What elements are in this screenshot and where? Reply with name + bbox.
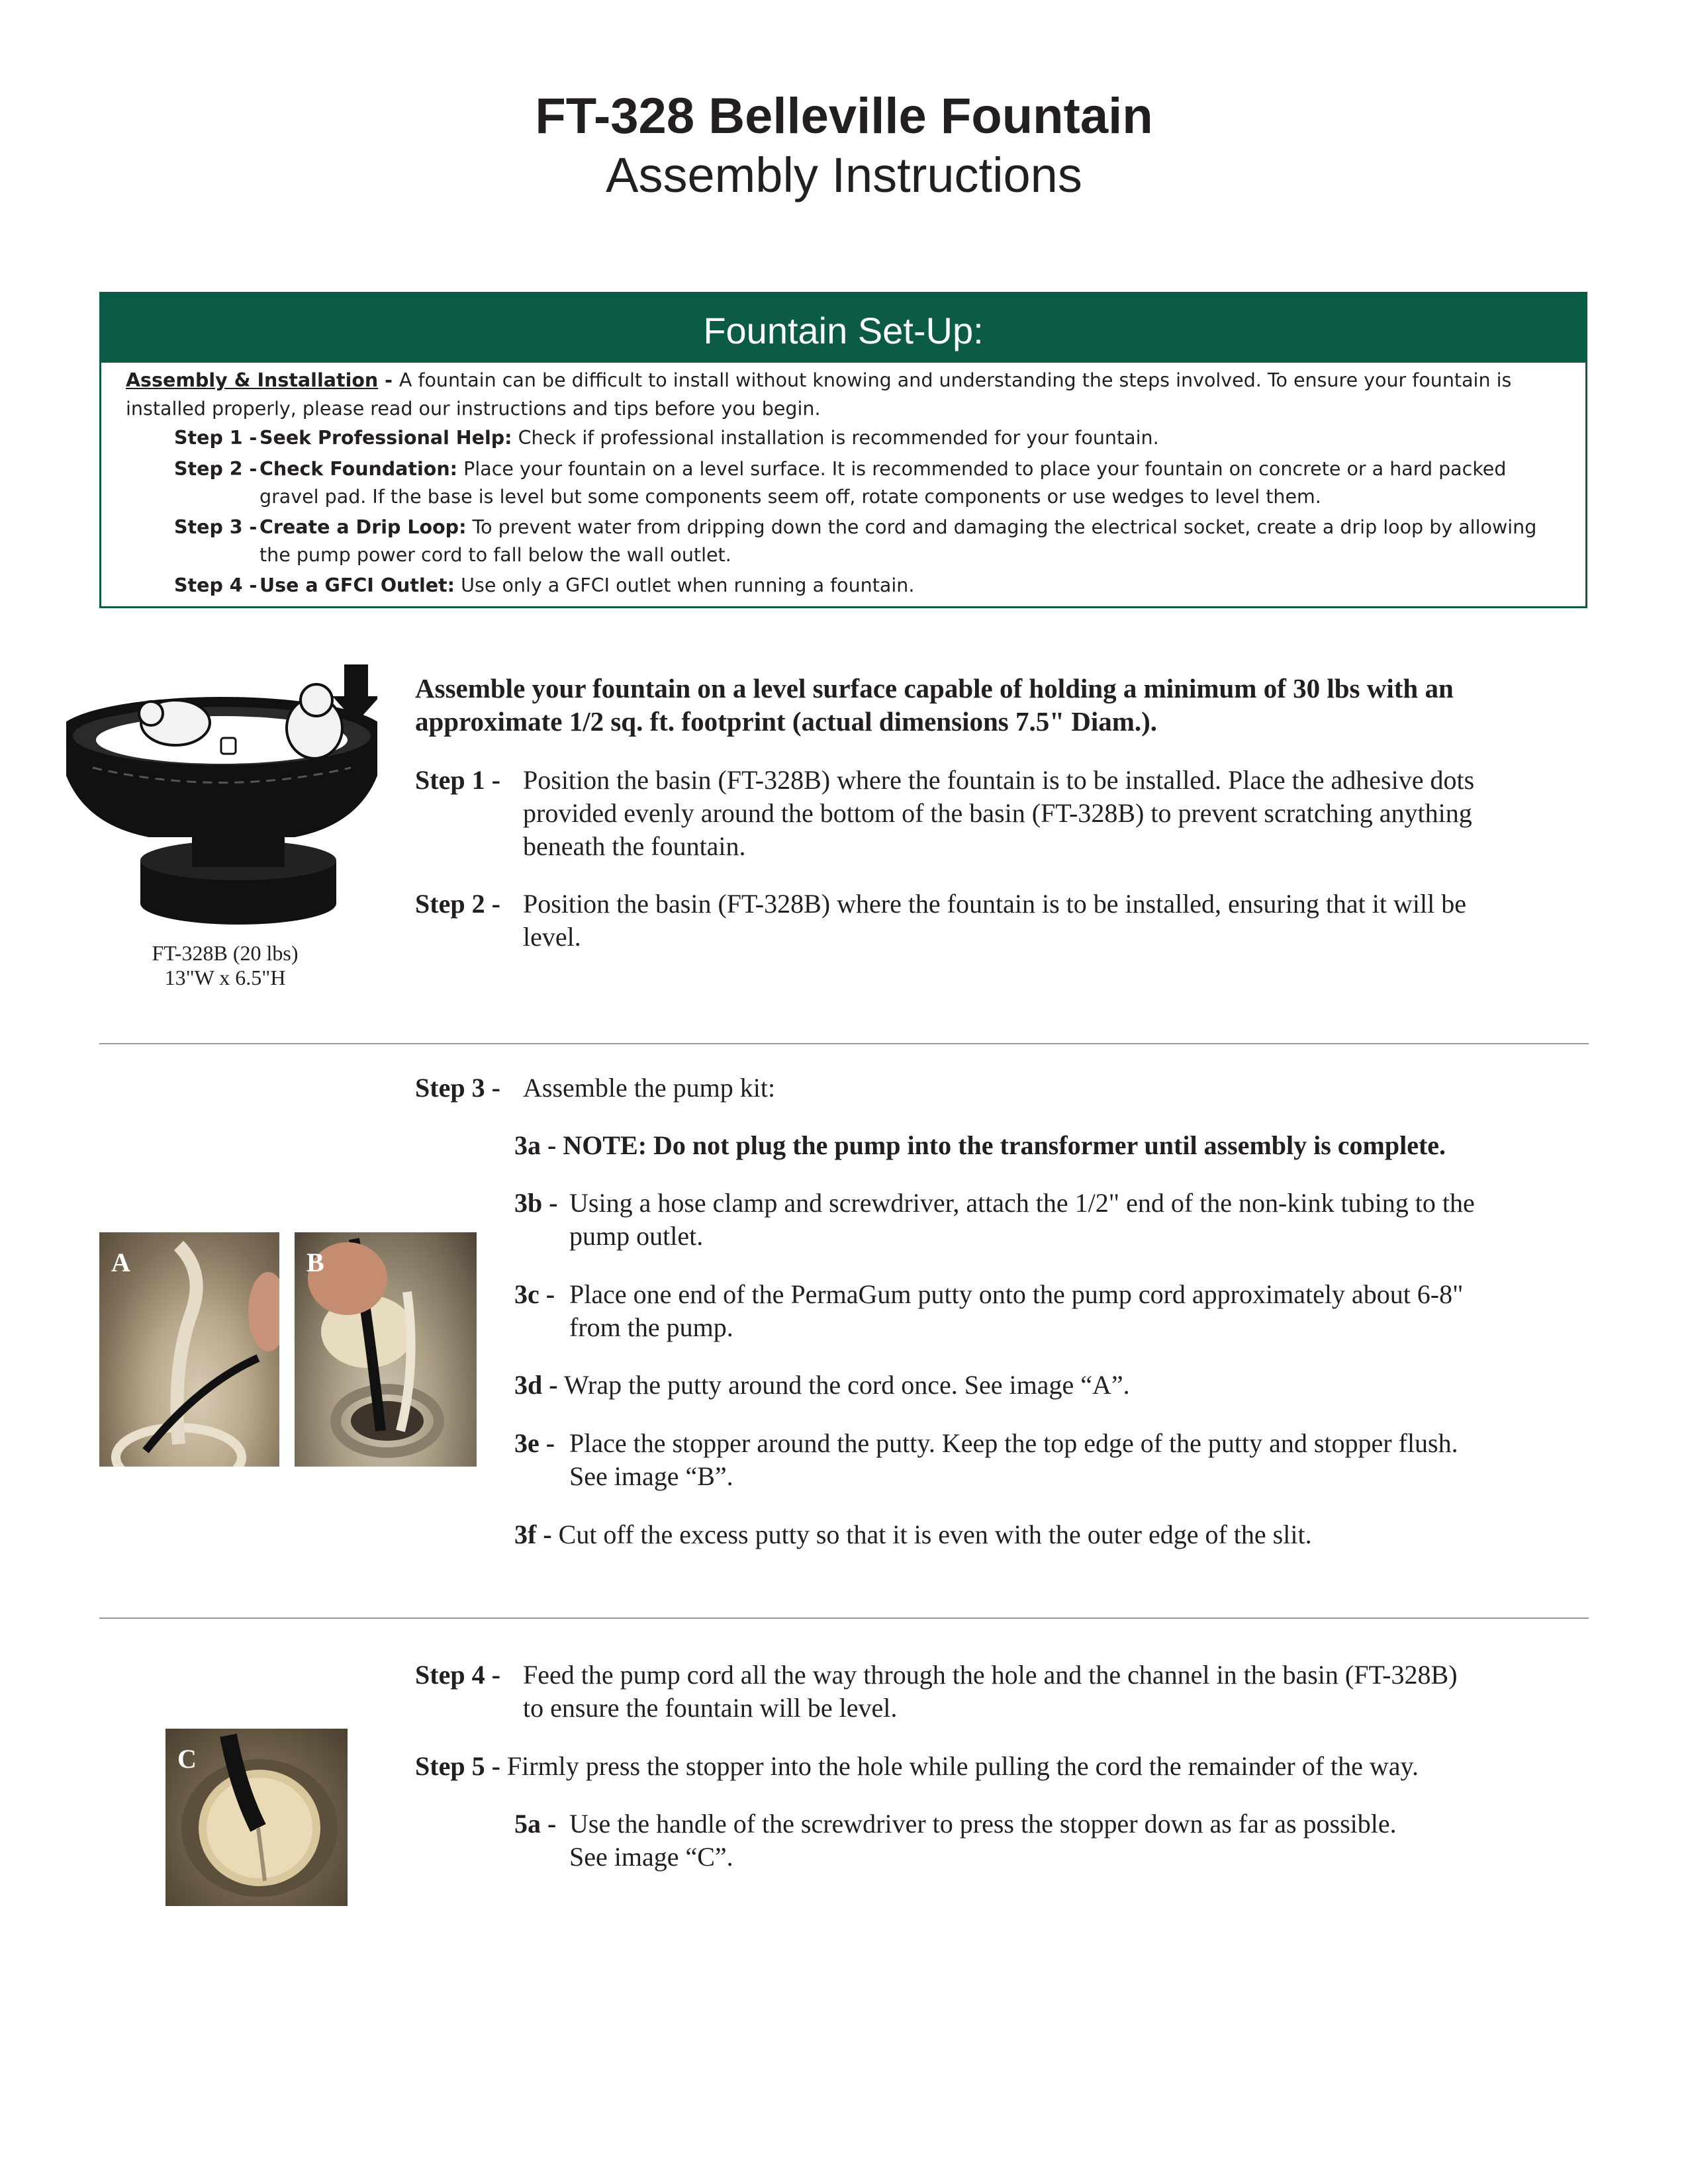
s3-5a-label: 5a -	[514, 1809, 557, 1839]
s1-step1-line3: beneath the fountain.	[523, 831, 746, 861]
s2-3b-label: 3b -	[514, 1188, 558, 1218]
setup-intro-line2: installed properly, please read our instructions and tips before you begin.	[126, 398, 821, 420]
photo-a	[99, 1232, 279, 1467]
s2-3b-line1: Using a hose clamp and screwdriver, attach the 1/2" end of the non-kink tubing to the	[569, 1188, 1475, 1218]
s1-step2-line1: Position the basin (FT-328B) where the fountain is to be installed, ensuring that it will be	[523, 889, 1466, 919]
setup-heading: Fountain Set-Up:	[101, 294, 1585, 363]
s2-step3-text: Assemble the pump kit:	[523, 1073, 776, 1103]
s2-3b-line2: pump outlet.	[569, 1221, 704, 1251]
setup-step-3-line2: the pump power cord to fall below the wall outlet.	[259, 544, 731, 566]
section1-heading-line1: Assemble your fountain on a level surface capable of holding a minimum of 30 lbs with an	[415, 673, 1454, 704]
basin-caption: FT-328B (20 lbs) 13"W x 6.5"H	[152, 941, 299, 989]
s1-step1-label: Step 1 -	[415, 765, 500, 795]
setup-step-1: Step 1 - Seek Professional Help: Check if professional installation is recommended for your fountain.	[174, 427, 1159, 449]
s2-3d: 3d - Wrap the putty around the cord once. See image “A”.	[514, 1370, 1130, 1400]
s2-3e-line2: See image “B”.	[569, 1461, 733, 1491]
s1-step1-line1: Position the basin (FT-328B) where the fountain is to be installed. Place the adhesive dots	[523, 765, 1475, 795]
s2-step3-label: Step 3 -	[415, 1073, 500, 1103]
setup-step-3: Step 3 - Create a Drip Loop: To prevent water from dripping down the cord and damaging the electrical socket, create a drip loop by allowing	[174, 516, 1537, 538]
setup-box	[99, 292, 1587, 608]
s3-step4-line1: Feed the pump cord all the way through the hole and the channel in the basin (FT-328B)	[523, 1660, 1458, 1690]
divider-1	[99, 1043, 1589, 1044]
s2-3c-label: 3c -	[514, 1279, 555, 1309]
setup-step-4: Step 4 - Use a GFCI Outlet: Use only a GFCI outlet when running a fountain.	[174, 574, 915, 596]
s2-3c-line2: from the pump.	[569, 1312, 733, 1342]
s2-3c-line1: Place one end of the PermaGum putty onto the pump cord approximately about 6-8"	[569, 1279, 1464, 1309]
s1-step2-label: Step 2 -	[415, 889, 500, 919]
s2-3e-label: 3e -	[514, 1428, 555, 1458]
s1-step1-line2: provided evenly around the bottom of the basin (FT-328B) to prevent scratching anything	[523, 798, 1472, 828]
section1-heading-line2: approximate 1/2 sq. ft. footprint (actual dimensions 7.5" Diam.).	[415, 706, 1158, 737]
page-title: FT-328 Belleville Fountain	[535, 88, 1153, 144]
s2-3f: 3f - Cut off the excess putty so that it is even with the outer edge of the slit.	[514, 1520, 1312, 1549]
page-subtitle: Assembly Instructions	[606, 148, 1082, 203]
photo-b	[295, 1232, 477, 1467]
photo-b-label: B	[306, 1248, 324, 1277]
s3-step4-line2: to ensure the fountain will be level.	[523, 1693, 898, 1723]
photo-c-label: C	[177, 1744, 197, 1774]
photo-c	[165, 1729, 348, 1906]
s2-3e-line1: Place the stopper around the putty. Keep the top edge of the putty and stopper flush.	[569, 1428, 1458, 1458]
photo-a-label: A	[111, 1248, 130, 1277]
s1-step2-line2: level.	[523, 922, 581, 952]
setup-step-2-line2: gravel pad. If the base is level but some components seem off, rotate components or use wedges to level them.	[259, 486, 1321, 508]
setup-step-2: Step 2 - Check Foundation: Place your fountain on a level surface. It is recommended to place your fountain on concrete or a hard packed	[174, 458, 1507, 480]
intro-label: Assembly & Installation	[126, 369, 379, 391]
s3-5a-line1: Use the handle of the screwdriver to press the stopper down as far as possible.	[569, 1809, 1397, 1839]
setup-intro-line1: Assembly & Installation - A fountain can be difficult to install without knowing and understanding the steps involved. To ensure your fountain is	[126, 369, 1512, 391]
s3-step4-label: Step 4 -	[415, 1660, 500, 1690]
s2-3a: 3a - NOTE: Do not plug the pump into the transformer until assembly is complete.	[514, 1130, 1446, 1160]
divider-2	[99, 1617, 1589, 1619]
s3-step5: Step 5 - Firmly press the stopper into the hole while pulling the cord the remainder of the way.	[415, 1751, 1419, 1781]
s3-5a-line2: See image “C”.	[569, 1842, 733, 1872]
basin-illustration	[66, 662, 377, 927]
